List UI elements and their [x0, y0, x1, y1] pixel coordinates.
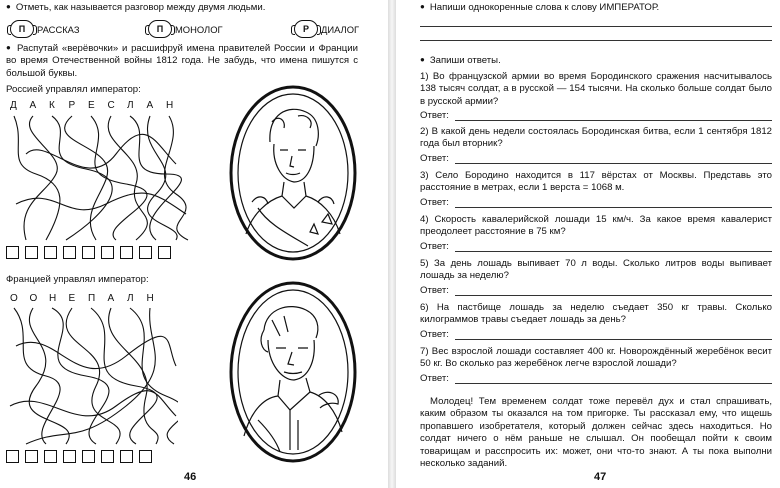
- answer-box[interactable]: [101, 246, 114, 259]
- question-2: 2) В какой день недели состоялась Бородинская битва, если 1 сентября 1812 года был вторник?: [420, 126, 772, 150]
- letter: А: [146, 100, 154, 111]
- answer-line[interactable]: [455, 286, 772, 296]
- answer-box[interactable]: [139, 246, 152, 259]
- story-paragraph: Молодец! Тем временем солдат тоже перевёл дух и стал спрашивать, каким образом ты оказался на том пригорке. Ты рассказал ему, что ищешь пропавшего изобретателя, который должен сейчас здесь находиться. Но солдат ничего о нём раньше не слышал. Он пообещал пойти к своим товарищам и расспросить их: может, они что-то знают. А ты пока выполни несколько заданий.: [420, 396, 772, 470]
- option-badge[interactable]: П: [10, 20, 34, 38]
- right-page: [396, 0, 780, 488]
- answer-label: Ответ:: [420, 241, 449, 252]
- option-monolog[interactable]: [148, 20, 223, 38]
- russia-rope-tangle: [6, 114, 196, 242]
- russia-letters: [10, 100, 186, 111]
- answer-row: [420, 110, 772, 121]
- answer-row: [420, 153, 772, 164]
- option-label: РАССКАЗ: [37, 23, 80, 35]
- question-1: 1) Во французской армии во время Бородинского сражения насчитывалось 138 тысяч солдат, а в русской — 154 тысячи. На сколько больше солдат было в русской армии?: [420, 71, 772, 107]
- letter: О: [29, 293, 38, 304]
- france-answer-boxes: [6, 450, 152, 463]
- answer-box[interactable]: [139, 450, 152, 463]
- page-number-right: 47: [594, 471, 607, 483]
- question-6: 6) На пастбище лошадь за неделю съедает 350 кг травы. Сколько килограммов травы съедает лошадь за день?: [420, 302, 772, 326]
- question-7: 7) Вес взрослой лошади составляет 400 кг. Новорождённый жеребёнок весит 50 кг. Во сколько раз жеребёнок легче взрослой лошади?: [420, 346, 772, 370]
- letter: П: [88, 293, 96, 304]
- answer-label: Ответ:: [420, 285, 449, 296]
- answer-box[interactable]: [82, 450, 95, 463]
- letter: Н: [49, 293, 57, 304]
- answers-title: ● Запиши ответы.: [420, 55, 501, 67]
- question-3: 3) Село Бородино находится в 117 вёрстах от Москвы. Представь это расстояние в метрах, если 1 верста = 1068 м.: [420, 170, 772, 194]
- answer-label: Ответ:: [420, 373, 449, 384]
- answer-label: Ответ:: [420, 197, 449, 208]
- france-label: Францией управлял император:: [6, 274, 149, 285]
- letter: Л: [127, 100, 134, 111]
- answer-row: [420, 197, 772, 208]
- answer-line[interactable]: [455, 330, 772, 340]
- option-label: МОНОЛОГ: [175, 23, 223, 35]
- russia-label: Россией управлял император:: [6, 84, 141, 95]
- answer-label: Ответ:: [420, 153, 449, 164]
- france-rope-tangle: [6, 306, 178, 446]
- napoleon-portrait-medallion: [228, 280, 358, 464]
- answer-row: [420, 329, 772, 340]
- answer-box[interactable]: [158, 246, 171, 259]
- answer-line[interactable]: [455, 111, 772, 121]
- answer-box[interactable]: [6, 450, 19, 463]
- letter: Н: [146, 293, 154, 304]
- task1-text: ● Отметь, как называется разговор между двумя людьми.: [6, 2, 376, 14]
- letter: А: [29, 100, 37, 111]
- letter: Е: [68, 293, 76, 304]
- russia-answer-boxes: [6, 246, 171, 259]
- option-label: ДИАЛОГ: [321, 23, 360, 35]
- answer-line[interactable]: [455, 242, 772, 252]
- book-spine: [388, 0, 396, 488]
- answer-box[interactable]: [25, 450, 38, 463]
- writing-line[interactable]: [420, 26, 772, 27]
- answer-box[interactable]: [82, 246, 95, 259]
- france-letters: [10, 293, 166, 304]
- task1-options: [6, 18, 376, 40]
- option-dialog[interactable]: [294, 20, 359, 38]
- option-badge[interactable]: Р: [294, 20, 318, 38]
- answer-box[interactable]: [120, 450, 133, 463]
- letter: А: [107, 293, 115, 304]
- letter: О: [10, 293, 18, 304]
- answer-row: [420, 285, 772, 296]
- answer-box[interactable]: [101, 450, 114, 463]
- letter: Р: [68, 100, 76, 111]
- option-rasskaz[interactable]: [10, 20, 79, 38]
- answer-box[interactable]: [63, 246, 76, 259]
- answer-label: Ответ:: [420, 329, 449, 340]
- option-badge[interactable]: П: [148, 20, 172, 38]
- answer-row: [420, 373, 772, 384]
- answer-line[interactable]: [455, 154, 772, 164]
- answer-box[interactable]: [63, 450, 76, 463]
- answer-line[interactable]: [455, 198, 772, 208]
- answer-box[interactable]: [44, 246, 57, 259]
- alexander-portrait-medallion: [228, 84, 358, 262]
- page-number-left: 46: [184, 471, 197, 483]
- question-4: 4) Скорость кавалерийской лошади 15 км/ч. За какое время кавалерист преодолеет расстояние в 75 км?: [420, 214, 772, 238]
- left-page: [0, 0, 388, 488]
- letter: С: [107, 100, 115, 111]
- answer-row: [420, 241, 772, 252]
- answer-box[interactable]: [120, 246, 133, 259]
- task2-text: ● Распутай «верёвочки» и расшифруй имена правителей России и Франции во время Отечественной войны 1812 года. Не забудь, что имена пишутся с большой буквы.: [6, 43, 358, 80]
- task-word-text: ● Напиши однокоренные слова к слову ИМПЕРАТОР.: [420, 2, 772, 14]
- letter: Е: [88, 100, 95, 111]
- letter: К: [49, 100, 55, 111]
- answer-label: Ответ:: [420, 110, 449, 121]
- answer-box[interactable]: [44, 450, 57, 463]
- writing-line[interactable]: [420, 40, 772, 41]
- answer-line[interactable]: [455, 374, 772, 384]
- answer-box[interactable]: [25, 246, 38, 259]
- letter: Д: [10, 100, 17, 111]
- letter: Н: [166, 100, 174, 111]
- question-5: 5) За день лошадь выпивает 70 л воды. Сколько литров воды выпивает лошадь за неделю?: [420, 258, 772, 282]
- answer-box[interactable]: [6, 246, 19, 259]
- letter: Л: [127, 293, 134, 304]
